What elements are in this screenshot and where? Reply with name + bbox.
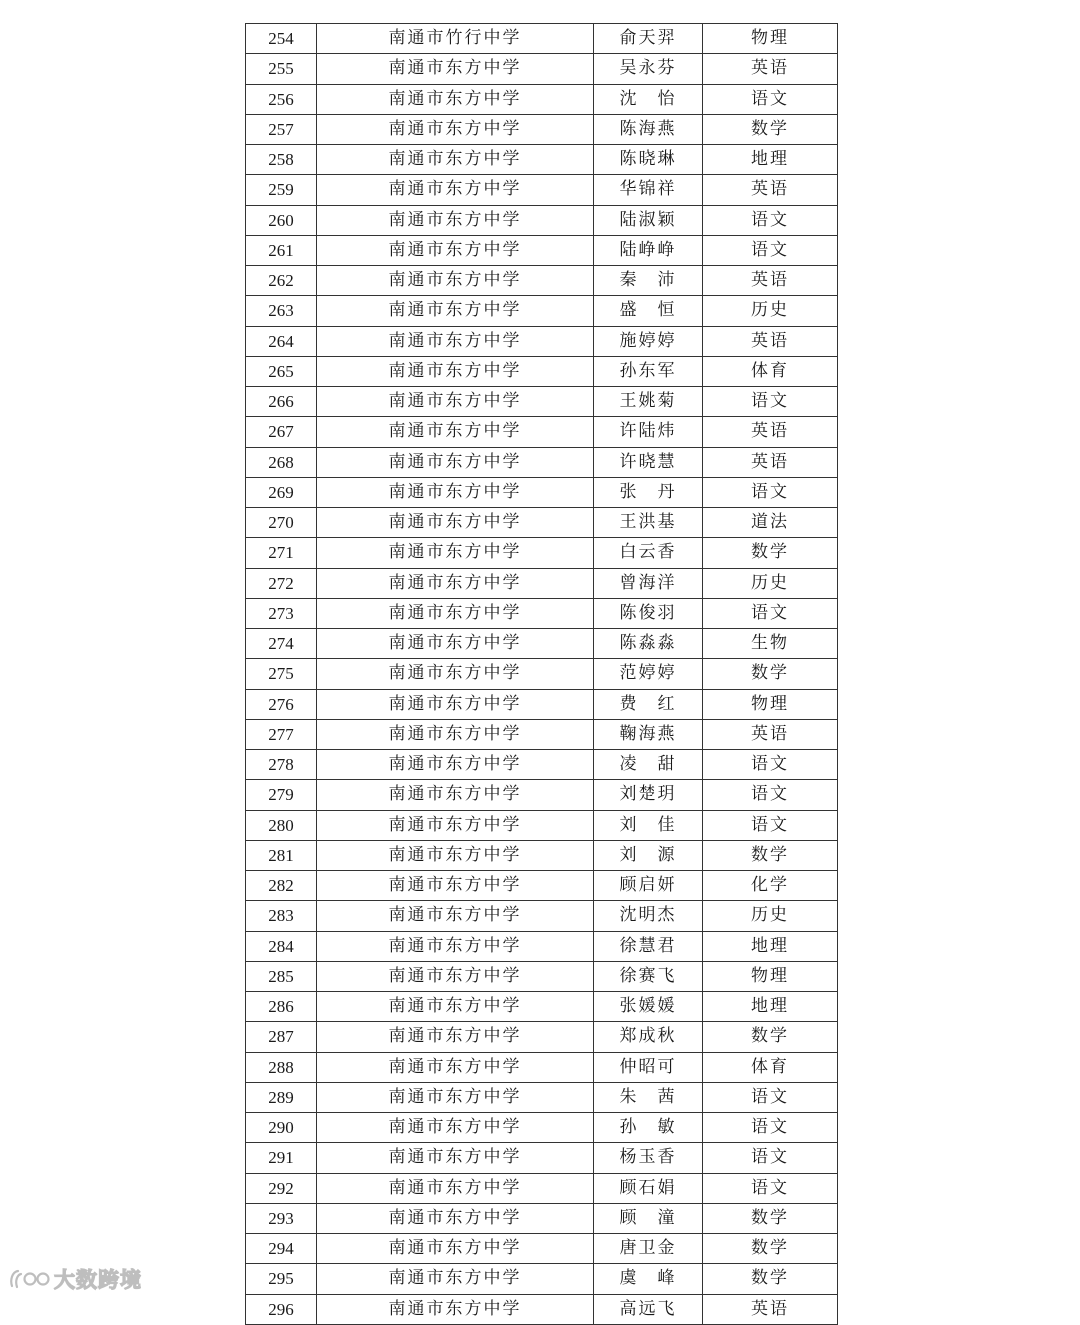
cell-number: 287 — [246, 1022, 317, 1052]
cell-teacher-name: 费 红 — [594, 689, 703, 719]
table-row — [246, 326, 838, 356]
cell-school: 南通市东方中学 — [317, 1052, 594, 1082]
cell-subject: 数学 — [703, 538, 838, 568]
cell-number: 275 — [246, 659, 317, 689]
cell-school: 南通市东方中学 — [317, 961, 594, 991]
cell-subject: 英语 — [703, 447, 838, 477]
cell-number: 269 — [246, 477, 317, 507]
cell-school: 南通市东方中学 — [317, 1203, 594, 1233]
cell-teacher-name: 孙 敏 — [594, 1113, 703, 1143]
table-row — [246, 417, 838, 447]
cell-number: 286 — [246, 992, 317, 1022]
cell-school: 南通市东方中学 — [317, 598, 594, 628]
cell-teacher-name: 王洪基 — [594, 508, 703, 538]
cell-school: 南通市竹行中学 — [317, 24, 594, 54]
table-row — [246, 387, 838, 417]
table-row — [246, 961, 838, 991]
cell-subject: 语文 — [703, 1113, 838, 1143]
table-row — [246, 840, 838, 870]
cell-number: 267 — [246, 417, 317, 447]
table-row — [246, 24, 838, 54]
table-row — [246, 568, 838, 598]
cell-number: 264 — [246, 326, 317, 356]
table-row — [246, 1052, 838, 1082]
cell-teacher-name: 沈明杰 — [594, 901, 703, 931]
cell-number: 265 — [246, 356, 317, 386]
cell-school: 南通市东方中学 — [317, 1234, 594, 1264]
cell-school: 南通市东方中学 — [317, 1082, 594, 1112]
cell-teacher-name: 郑成秋 — [594, 1022, 703, 1052]
cell-teacher-name: 陈淼淼 — [594, 629, 703, 659]
cell-subject: 地理 — [703, 992, 838, 1022]
cell-number: 279 — [246, 780, 317, 810]
cell-teacher-name: 朱 茜 — [594, 1082, 703, 1112]
table-row — [246, 1234, 838, 1264]
cell-teacher-name: 陆峥峥 — [594, 235, 703, 265]
cell-subject: 语文 — [703, 235, 838, 265]
cell-school: 南通市东方中学 — [317, 1022, 594, 1052]
cell-teacher-name: 刘 源 — [594, 840, 703, 870]
cell-school: 南通市东方中学 — [317, 296, 594, 326]
cell-subject: 英语 — [703, 1294, 838, 1324]
table-row — [246, 1113, 838, 1143]
cell-number: 260 — [246, 205, 317, 235]
cell-subject: 数学 — [703, 114, 838, 144]
cell-school: 南通市东方中学 — [317, 931, 594, 961]
cell-number: 289 — [246, 1082, 317, 1112]
cell-school: 南通市东方中学 — [317, 992, 594, 1022]
cell-school: 南通市东方中学 — [317, 84, 594, 114]
table-row — [246, 1143, 838, 1173]
cell-school: 南通市东方中学 — [317, 508, 594, 538]
cell-teacher-name: 孙东军 — [594, 356, 703, 386]
cell-school: 南通市东方中学 — [317, 1113, 594, 1143]
cell-teacher-name: 沈 怡 — [594, 84, 703, 114]
cell-subject: 化学 — [703, 871, 838, 901]
cell-number: 259 — [246, 175, 317, 205]
table-row — [246, 689, 838, 719]
cell-number: 272 — [246, 568, 317, 598]
table-row — [246, 1264, 838, 1294]
cell-teacher-name: 曾海洋 — [594, 568, 703, 598]
cell-number: 291 — [246, 1143, 317, 1173]
watermark-text: 大数跨境 — [54, 1268, 142, 1292]
cell-subject: 语文 — [703, 205, 838, 235]
cell-teacher-name: 鞠海燕 — [594, 719, 703, 749]
cell-teacher-name: 杨玉香 — [594, 1143, 703, 1173]
cell-teacher-name: 虞 峰 — [594, 1264, 703, 1294]
cell-subject: 数学 — [703, 1203, 838, 1233]
cell-teacher-name: 许陆炜 — [594, 417, 703, 447]
cell-subject: 语文 — [703, 1143, 838, 1173]
cell-teacher-name: 秦 沛 — [594, 266, 703, 296]
table-row — [246, 356, 838, 386]
cell-number: 256 — [246, 84, 317, 114]
cell-subject: 语文 — [703, 1082, 838, 1112]
cell-number: 268 — [246, 447, 317, 477]
cell-number: 270 — [246, 508, 317, 538]
cell-school: 南通市东方中学 — [317, 1294, 594, 1324]
cell-number: 266 — [246, 387, 317, 417]
table-row — [246, 84, 838, 114]
cell-subject: 地理 — [703, 931, 838, 961]
cell-teacher-name: 凌 甜 — [594, 750, 703, 780]
cell-school: 南通市东方中学 — [317, 114, 594, 144]
cell-teacher-name: 张 丹 — [594, 477, 703, 507]
cell-number: 293 — [246, 1203, 317, 1233]
cell-teacher-name: 吴永芬 — [594, 54, 703, 84]
cell-number: 274 — [246, 629, 317, 659]
cell-subject: 道法 — [703, 508, 838, 538]
table-row — [246, 296, 838, 326]
cell-teacher-name: 徐赛飞 — [594, 961, 703, 991]
cell-number: 277 — [246, 719, 317, 749]
cell-school: 南通市东方中学 — [317, 175, 594, 205]
table-row — [246, 1203, 838, 1233]
cell-number: 288 — [246, 1052, 317, 1082]
cell-teacher-name: 高远飞 — [594, 1294, 703, 1324]
cell-teacher-name: 顾 潼 — [594, 1203, 703, 1233]
table-row — [246, 114, 838, 144]
cell-school: 南通市东方中学 — [317, 477, 594, 507]
table-row — [246, 54, 838, 84]
cell-teacher-name: 陈晓琳 — [594, 145, 703, 175]
cell-teacher-name: 陆淑颖 — [594, 205, 703, 235]
cell-school: 南通市东方中学 — [317, 1264, 594, 1294]
cell-subject: 语文 — [703, 810, 838, 840]
cell-teacher-name: 顾石娟 — [594, 1173, 703, 1203]
cell-teacher-name: 张媛媛 — [594, 992, 703, 1022]
cell-number: 273 — [246, 598, 317, 628]
table-row — [246, 145, 838, 175]
cell-number: 257 — [246, 114, 317, 144]
cell-subject: 语文 — [703, 84, 838, 114]
cell-subject: 数学 — [703, 1234, 838, 1264]
cell-subject: 历史 — [703, 296, 838, 326]
cell-subject: 语文 — [703, 477, 838, 507]
cell-subject: 语文 — [703, 1173, 838, 1203]
cell-school: 南通市东方中学 — [317, 750, 594, 780]
cell-school: 南通市东方中学 — [317, 719, 594, 749]
cell-teacher-name: 仲昭可 — [594, 1052, 703, 1082]
brand-logo-icon — [8, 1266, 52, 1292]
cell-school: 南通市东方中学 — [317, 417, 594, 447]
cell-subject: 地理 — [703, 145, 838, 175]
cell-number: 276 — [246, 689, 317, 719]
cell-teacher-name: 许晓慧 — [594, 447, 703, 477]
cell-school: 南通市东方中学 — [317, 205, 594, 235]
cell-subject: 英语 — [703, 266, 838, 296]
cell-number: 284 — [246, 931, 317, 961]
cell-number: 285 — [246, 961, 317, 991]
roster-table — [245, 23, 838, 1325]
cell-school: 南通市东方中学 — [317, 145, 594, 175]
table-row — [246, 538, 838, 568]
cell-subject: 体育 — [703, 356, 838, 386]
cell-number: 271 — [246, 538, 317, 568]
cell-number: 258 — [246, 145, 317, 175]
cell-number: 281 — [246, 840, 317, 870]
cell-subject: 物理 — [703, 961, 838, 991]
cell-school: 南通市东方中学 — [317, 840, 594, 870]
cell-teacher-name: 华锦祥 — [594, 175, 703, 205]
cell-number: 294 — [246, 1234, 317, 1264]
cell-school: 南通市东方中学 — [317, 1143, 594, 1173]
cell-number: 296 — [246, 1294, 317, 1324]
cell-teacher-name: 陈海燕 — [594, 114, 703, 144]
cell-school: 南通市东方中学 — [317, 629, 594, 659]
cell-teacher-name: 顾启妍 — [594, 871, 703, 901]
cell-school: 南通市东方中学 — [317, 568, 594, 598]
cell-subject: 数学 — [703, 1264, 838, 1294]
cell-subject: 物理 — [703, 24, 838, 54]
table-row — [246, 1082, 838, 1112]
cell-teacher-name: 陈俊羽 — [594, 598, 703, 628]
cell-school: 南通市东方中学 — [317, 689, 594, 719]
cell-subject: 生物 — [703, 629, 838, 659]
cell-subject: 语文 — [703, 750, 838, 780]
cell-teacher-name: 范婷婷 — [594, 659, 703, 689]
table-row — [246, 931, 838, 961]
table-row — [246, 1294, 838, 1324]
roster-table-body — [246, 24, 838, 1325]
cell-school: 南通市东方中学 — [317, 356, 594, 386]
table-row — [246, 992, 838, 1022]
cell-teacher-name: 王姚菊 — [594, 387, 703, 417]
cell-number: 278 — [246, 750, 317, 780]
table-row — [246, 235, 838, 265]
cell-number: 254 — [246, 24, 317, 54]
table-row — [246, 266, 838, 296]
cell-number: 283 — [246, 901, 317, 931]
cell-subject: 英语 — [703, 417, 838, 447]
cell-school: 南通市东方中学 — [317, 387, 594, 417]
cell-subject: 体育 — [703, 1052, 838, 1082]
cell-subject: 历史 — [703, 568, 838, 598]
table-row — [246, 205, 838, 235]
table-row — [246, 659, 838, 689]
cell-teacher-name: 徐慧君 — [594, 931, 703, 961]
table-row — [246, 810, 838, 840]
table-row — [246, 598, 838, 628]
cell-number: 262 — [246, 266, 317, 296]
cell-subject: 语文 — [703, 598, 838, 628]
cell-number: 263 — [246, 296, 317, 326]
watermark — [8, 1264, 142, 1294]
cell-school: 南通市东方中学 — [317, 871, 594, 901]
cell-school: 南通市东方中学 — [317, 538, 594, 568]
cell-school: 南通市东方中学 — [317, 54, 594, 84]
cell-school: 南通市东方中学 — [317, 659, 594, 689]
cell-number: 295 — [246, 1264, 317, 1294]
cell-subject: 数学 — [703, 840, 838, 870]
cell-subject: 数学 — [703, 659, 838, 689]
cell-teacher-name: 施婷婷 — [594, 326, 703, 356]
cell-number: 282 — [246, 871, 317, 901]
cell-teacher-name: 俞天羿 — [594, 24, 703, 54]
table-row — [246, 175, 838, 205]
table-row — [246, 750, 838, 780]
cell-number: 280 — [246, 810, 317, 840]
table-row — [246, 629, 838, 659]
cell-school: 南通市东方中学 — [317, 901, 594, 931]
table-row — [246, 1022, 838, 1052]
table-row — [246, 508, 838, 538]
cell-number: 255 — [246, 54, 317, 84]
cell-teacher-name: 唐卫金 — [594, 1234, 703, 1264]
cell-number: 261 — [246, 235, 317, 265]
cell-subject: 英语 — [703, 719, 838, 749]
cell-school: 南通市东方中学 — [317, 326, 594, 356]
cell-subject: 英语 — [703, 175, 838, 205]
cell-subject: 英语 — [703, 326, 838, 356]
cell-school: 南通市东方中学 — [317, 810, 594, 840]
cell-teacher-name: 刘楚玥 — [594, 780, 703, 810]
table-row — [246, 719, 838, 749]
cell-subject: 英语 — [703, 54, 838, 84]
table-row — [246, 1173, 838, 1203]
table-row — [246, 447, 838, 477]
cell-school: 南通市东方中学 — [317, 266, 594, 296]
cell-subject: 语文 — [703, 387, 838, 417]
cell-subject: 语文 — [703, 780, 838, 810]
cell-school: 南通市东方中学 — [317, 780, 594, 810]
cell-subject: 历史 — [703, 901, 838, 931]
cell-school: 南通市东方中学 — [317, 447, 594, 477]
table-row — [246, 477, 838, 507]
cell-subject: 数学 — [703, 1022, 838, 1052]
table-row — [246, 780, 838, 810]
cell-teacher-name: 盛 恒 — [594, 296, 703, 326]
table-row — [246, 901, 838, 931]
cell-school: 南通市东方中学 — [317, 235, 594, 265]
cell-number: 292 — [246, 1173, 317, 1203]
table-row — [246, 871, 838, 901]
cell-school: 南通市东方中学 — [317, 1173, 594, 1203]
cell-teacher-name: 刘 佳 — [594, 810, 703, 840]
cell-teacher-name: 白云香 — [594, 538, 703, 568]
cell-subject: 物理 — [703, 689, 838, 719]
cell-number: 290 — [246, 1113, 317, 1143]
